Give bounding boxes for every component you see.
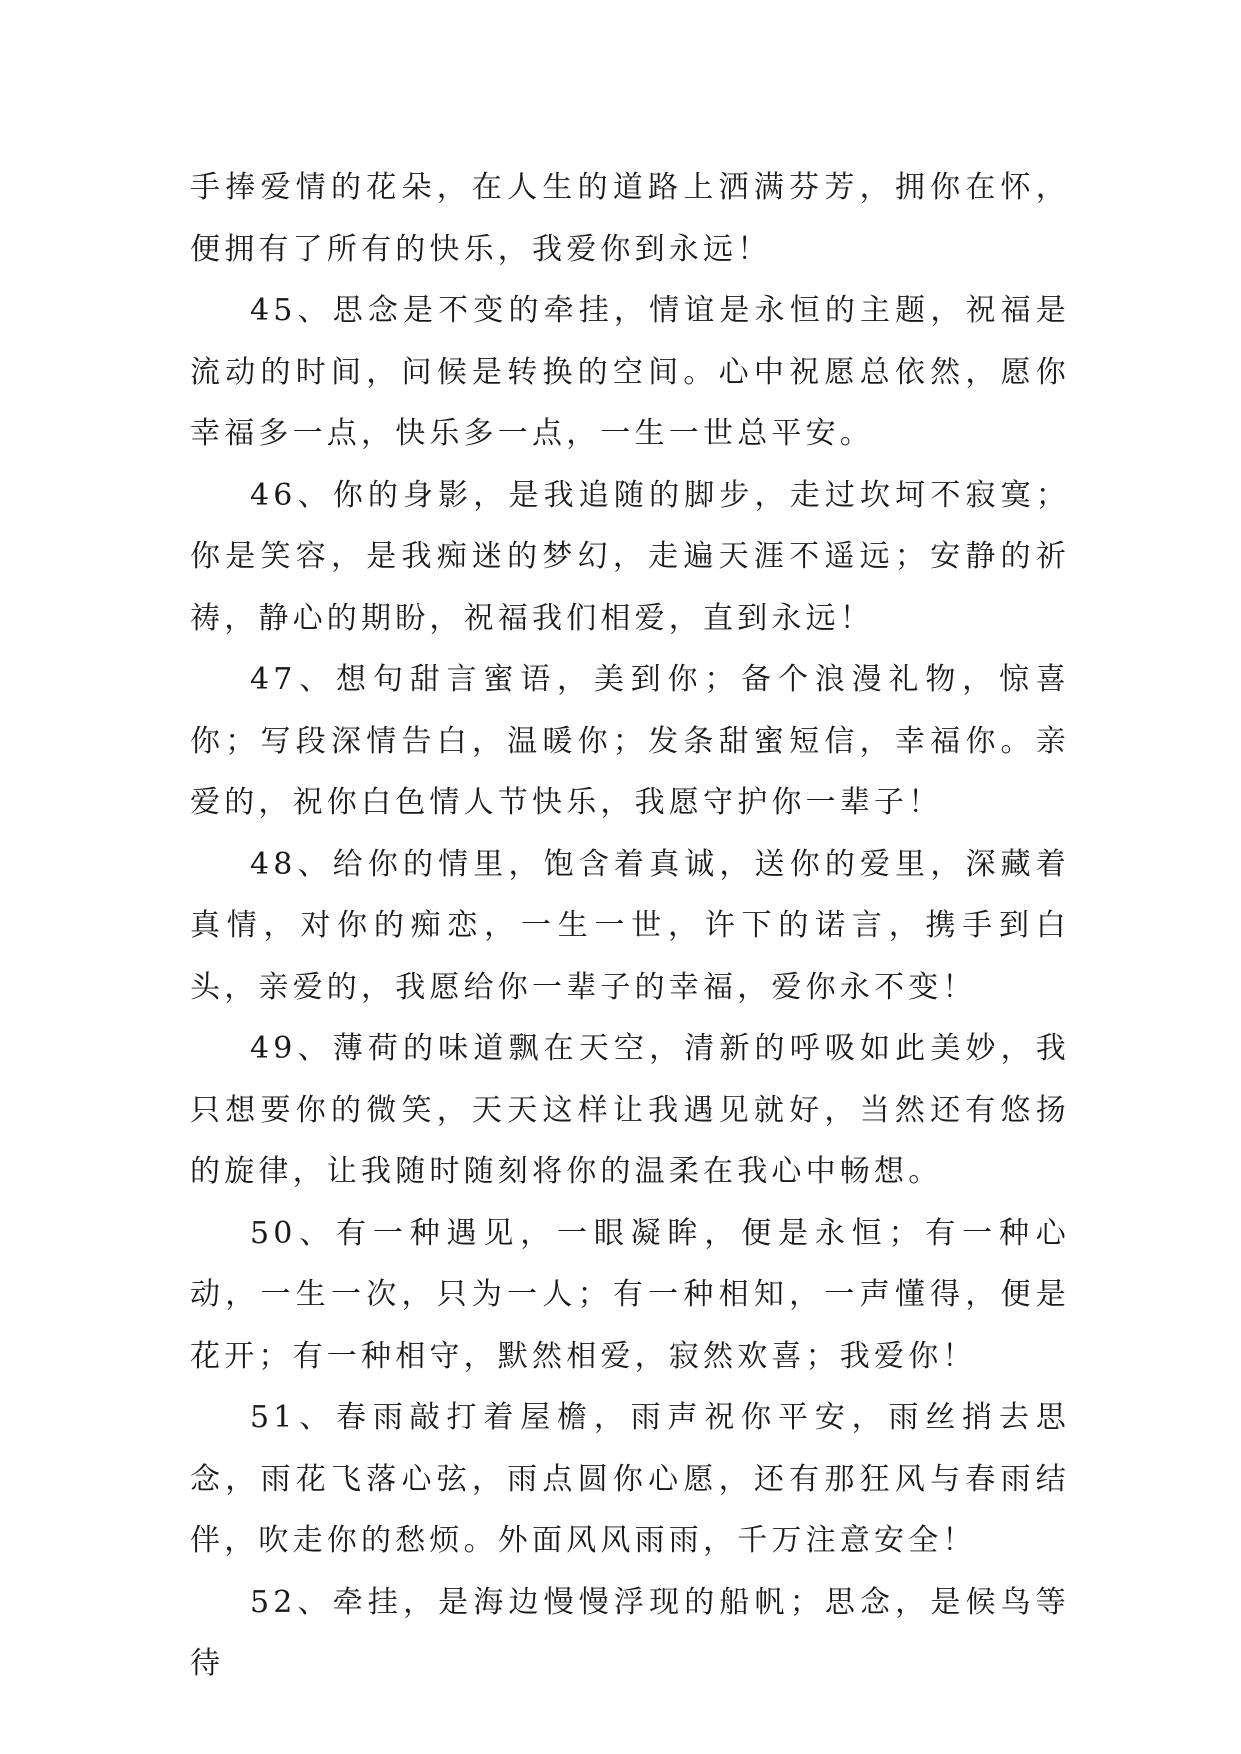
paragraph-text: 想句甜言蜜语，美到你；备个浪漫礼物，惊喜你；写段深情告白，温暖你；发条甜蜜短信，幸福你。亲爱的，祝你白色情人节快乐，我愿守护你一辈子！ [190, 662, 1071, 820]
paragraph-number: 45、 [250, 293, 333, 328]
paragraph-text: 薄荷的味道飘在天空，清新的呼吸如此美妙，我只想要你的微笑，天天这样让我遇见就好，当然还有悠扬的旋律，让我随时随刻将你的温柔在我心中畅想。 [190, 1031, 1070, 1189]
paragraph-49 [190, 1018, 1070, 1203]
paragraph-number: 48、 [250, 846, 333, 882]
paragraph-46 [190, 465, 1070, 650]
paragraph-number: 50、 [250, 1215, 337, 1251]
paragraph-47 [190, 649, 1070, 834]
paragraph-number: 49、 [250, 1031, 333, 1066]
paragraph-number: 52、 [250, 1584, 333, 1620]
document-body [190, 157, 1070, 1695]
paragraph-number: 51、 [250, 1400, 337, 1435]
paragraph-text: 有一种遇见，一眼凝眸，便是永恒；有一种心动，一生一次，只为一人；有一种相知，一声懂得，便是花开；有一种相守，默然相爱，寂然欢喜；我爱你！ [190, 1215, 1071, 1374]
paragraph-text: 给你的情里，饱含着真诚，送你的爱里，深藏着真情，对你的痴恋，一生一世，许下的诺言，携手到白头，亲爱的，我愿给你一辈子的幸福，爱你永不变！ [190, 846, 1070, 1005]
paragraph-text: 牵挂，是海边慢慢浮现的船帆；思念，是候鸟等待 [190, 1584, 1070, 1681]
paragraph-continuation [190, 157, 1070, 280]
paragraph-48 [190, 834, 1070, 1019]
paragraph-50 [190, 1203, 1070, 1388]
paragraph-45 [190, 280, 1070, 465]
paragraph-text: 思念是不变的牵挂，情谊是永恒的主题，祝福是流动的时间，问候是转换的空间。心中祝愿总依然，愿你幸福多一点，快乐多一点，一生一世总平安。 [190, 293, 1070, 451]
paragraph-number: 46、 [250, 477, 333, 513]
paragraph-52 [190, 1572, 1070, 1695]
paragraph-text: 春雨敲打着屋檐，雨声祝你平安，雨丝捎去思念，雨花飞落心弦，雨点圆你心愿，还有那狂风与春雨结伴，吹走你的愁烦。外面风风雨雨，千万注意安全！ [190, 1400, 1071, 1558]
paragraph-text: 手捧爱情的花朵，在人生的道路上洒满芬芳，拥你在怀，便拥有了所有的快乐，我爱你到永远！ [190, 170, 1070, 267]
paragraph-number: 47、 [250, 662, 337, 697]
paragraph-text: 你的身影，是我追随的脚步，走过坎坷不寂寞；你是笑容，是我痴迷的梦幻，走遍天涯不遥远；安静的祈祷，静心的期盼，祝福我们相爱，直到永远！ [190, 477, 1070, 636]
paragraph-51 [190, 1387, 1070, 1572]
